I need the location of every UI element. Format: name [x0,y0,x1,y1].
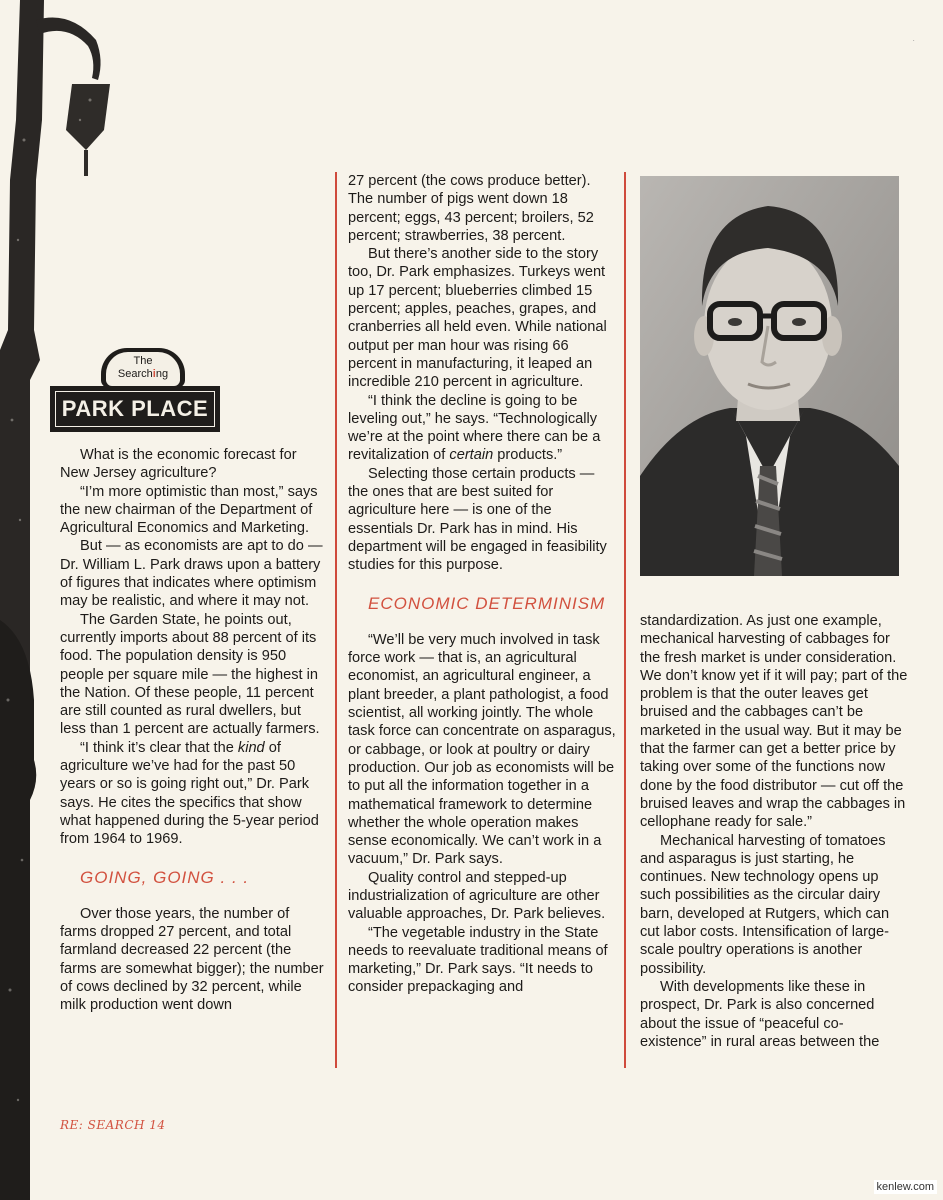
emphasis: certain [449,447,494,464]
paragraph: With developments like these in prospect, Dr. Park is also concerned about the issue of “peaceful co-existence” in rural areas between the [640,978,880,1050]
paragraph: Mechanical harvesting of tomatoes and asparagus is just starting, he continues. New technology opens up such possibilities as the circular dairy barn, developed at Rutgers, which can cut labor costs. Intensification of large-scale poultry operations is another possibility. [640,832,890,977]
text-run: “I think it’s clear that the [80,739,238,756]
sign-word-ng: ng [155,368,169,380]
paragraph: What is the economic forecast for New Jersey agriculture? [60,447,297,482]
sign-small-line2 [106,368,180,381]
subheading-going-going: GOING, GOING . . . [80,867,250,887]
paragraph [348,392,616,465]
paragraph: But — as economists are apt to do — Dr. William L. Park draws upon a battery of figures that indicates where optimism may be realistic, and where it may not. [60,538,323,610]
paragraph: Selecting those certain products — the ones that are best suited for agriculture here — is one of the essentials Dr. Park has in mind. His department will be engaged in feasibility studies for this purpose. [348,465,607,574]
section-title: PARK PLACE [55,391,215,427]
paragraph: “We’ll be very much involved in task force work — that is, an agricultural economist, an agricultural engineer, a plant breeder, a plant pathologist, a food scientist, all working jointly. The whole task force can concentrate on asparagus, or cabbage, or look at poultry or dairy production. Our job as economists will be to put all the information together in a mathematical framework to determine whether the whole operation makes sense economically. We can’t work in a vacuum,” Dr. Park says. [348,631,616,868]
column-rule-right [624,172,626,1068]
paragraph: The Garden State, he points out, currently imports about 88 percent of its food. The population density is 950 people per square mile — the highest in the Nation. Of these people, 11 percent are still counted as rural dwellers, but less than 1 percent are actually farmers. [60,611,320,738]
paragraph: Over those years, the number of farms dropped 27 percent, and total farmland decreased 22 percent (the farms are somewhat bigger); the number of cows declined by 32 percent, while milk production went down [60,905,324,1014]
sign-main-plate [50,386,220,432]
text-run: of agriculture we’ve had for the past 50 years or so is going right out,” Dr. Park says. He cites the specifics that show what happened during the 5-year period from 1964 to 1969. [60,739,319,848]
portrait-photo [640,176,899,576]
paragraph: standardization. As just one example, mechanical harvesting of cabbages for the fresh market is under consideration. We don’t know yet if it will pay; part of the problem is that the outer leaves get bruised and the cabbages can’t be marketed in the usual way. But it may be that the farmer can get a better price by taking over some of the functions now done by the food distributor — cut off the bruised leaves and wrap the cabbages in cellophane ready for sale.” [640,613,908,831]
sign-red-letter: i [152,368,156,380]
sign-small-line1: The [133,355,153,367]
sign-word-search: Search [117,368,153,380]
column-rule-left [335,172,337,1068]
emphasis: kind [237,739,265,756]
paragraph: But there’s another side to the story too, Dr. Park emphasizes. Turkeys went up 17 percent; blueberries climbed 15 percent; apples, peaches, grapes, and cranberries all held even. While national output per man hour was rising 66 percent in manufacturing, it leaped an incredible 210 percent in agriculture. [348,246,607,391]
text-run: “I think the decline is going to be leveling out,” he says. “Technologically we’re at the point where there can be a revitalization of [348,392,601,464]
park-place-sign [48,348,216,434]
article-column-1 [60,446,328,1015]
sign-top-plate [101,348,185,388]
text-run: products.” [493,447,563,464]
sign-top-text [106,352,180,386]
speck: · [912,36,915,45]
paragraph: Quality control and stepped-up industrialization of agriculture are other valuable approaches, Dr. Park believes. [348,869,606,923]
subheading-economic-determinism: ECONOMIC DETERMINISM [368,593,606,613]
watermark: kenlew.com [874,1180,937,1194]
article-column-2 [348,172,616,997]
paragraph: “The vegetable industry in the State needs to reevaluate traditional means of marketing,” Dr. Park says. “It needs to consider prepackaging and [348,924,608,996]
page-footer: RE: SEARCH 14 [60,1118,166,1132]
article-column-3 [640,612,908,1051]
paragraph: 27 percent (the cows produce better). The number of pigs went down 18 percent; eggs, 43 percent; broilers, 52 percent; strawberries, 38 percent. [348,173,594,244]
paragraph: “I’m more optimistic than most,” says the new chairman of the Department of Agricultural Economics and Marketing. [60,483,318,537]
paragraph [60,739,328,849]
